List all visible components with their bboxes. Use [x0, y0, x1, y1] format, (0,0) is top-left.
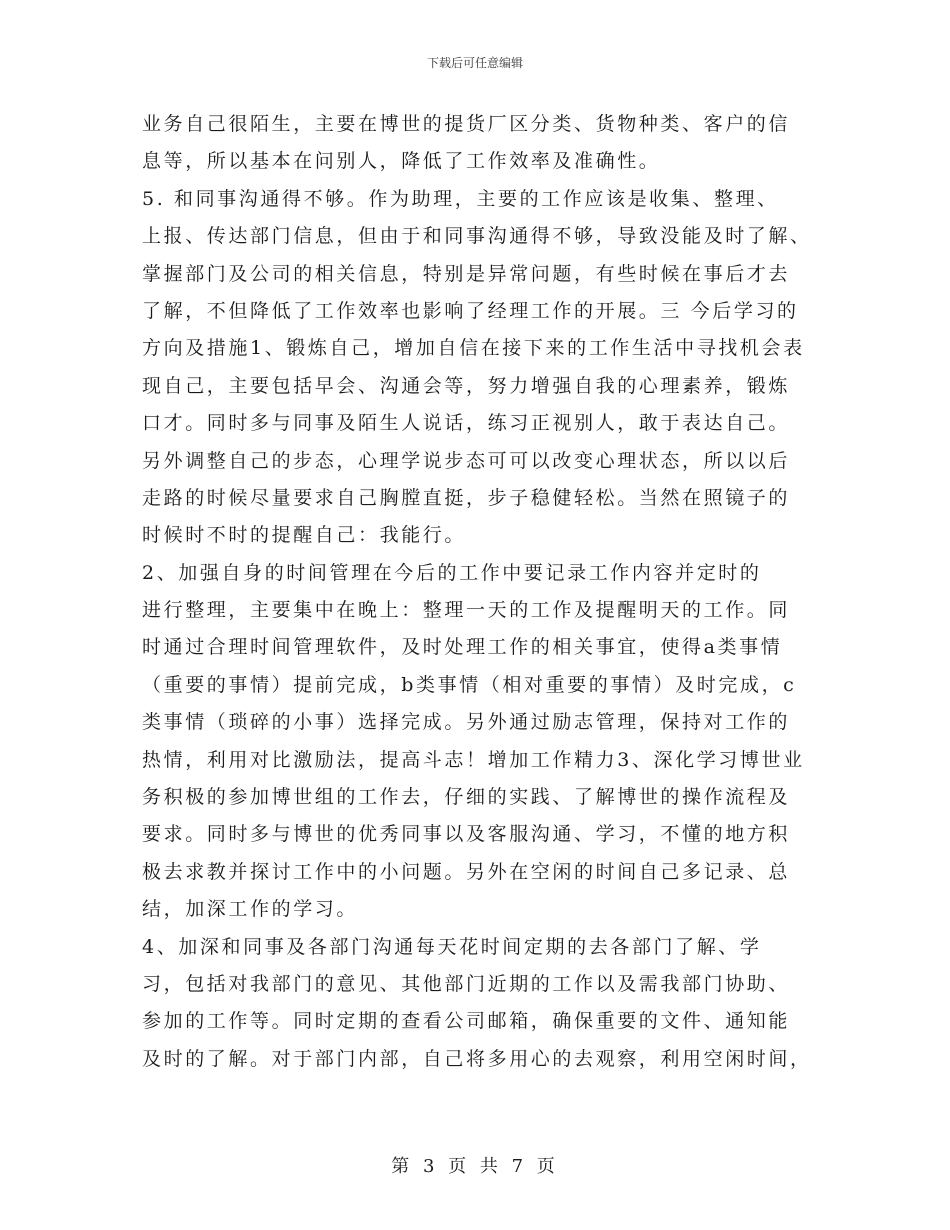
text-line: 务积极的参加博世组的工作去，仔细的实践、了解博世的操作流程及: [142, 786, 791, 809]
text-line: 类事情（琐碎的小事）选择完成。另外通过励志管理，保持对工作的: [142, 711, 791, 734]
text-line: 及时的了解。对于部门内部，自己将多用心的去观察，利用空闲时间，: [142, 1047, 812, 1070]
text-line: 现自己，主要包括早会、沟通会等，努力增强自我的心理素养，锻炼: [142, 374, 791, 397]
text-line: 习，包括对我部门的意见、其他部门近期的工作以及需我部门协助、: [142, 972, 791, 995]
text-line: 上报、传达部门信息，但由于和同事沟通得不够，导致没能及时了解、: [142, 225, 812, 248]
text-line: 参加的工作等。同时定期的查看公司邮箱，确保重要的文件、通知能: [142, 1010, 791, 1033]
text-line: 进行整理，主要集中在晚上：整理一天的工作及提醒明天的工作。同: [142, 599, 791, 622]
text-line: 了解，不但降低了工作效率也影响了经理工作的开展。三 今后学习的: [142, 299, 799, 322]
text-line: 掌握部门及公司的相关信息，特别是异常问题，有些时候在事后才去: [142, 262, 791, 285]
text-line: 结，加深工作的学习。: [142, 898, 359, 921]
text-line: 走路的时候尽量要求自己胸膛直挺，步子稳健轻松。当然在照镜子的: [142, 486, 791, 509]
page-header: 下载后可任意编辑: [426, 56, 523, 70]
text-line: 口才。同时多与同事及陌生人说话，练习正视别人，敢于表达自己。: [142, 412, 791, 435]
text-line: 要求。同时多与博世的优秀同事以及客服沟通、学习，不懂的地方积: [142, 823, 791, 846]
text-line: （重要的事情）提前完成，b类事情（相对重要的事情）及时完成，c: [142, 673, 797, 696]
text-line: 方向及措施1、锻炼自己，增加自信在接下来的工作生活中寻找机会表: [142, 337, 805, 360]
text-line: 4、加深和同事及各部门沟通每天花时间定期的去各部门了解、学: [142, 935, 762, 958]
text-line: 时候时不时的提醒自己：我能行。: [142, 524, 467, 547]
text-line: 业务自己很陌生，主要在博世的提货厂区分类、货物种类、客户的信: [142, 113, 791, 135]
text-line: 5. 和同事沟通得不够。作为助理，主要的工作应该是收集、整理、: [142, 187, 779, 210]
text-line: 热情，利用对比激励法，提高斗志！增加工作精力3、深化学习博世业: [142, 748, 805, 771]
text-line: 时通过合理时间管理软件，及时处理工作的相关事宜，使得a类事情: [142, 636, 783, 659]
text-line: 息等，所以基本在问别人，降低了工作效率及准确性。: [142, 150, 661, 173]
text-line: 极去求教并探讨工作中的小问题。另外在空闲的时间自己多记录、总: [142, 860, 791, 883]
page-footer: 第 3 页 共 7 页: [391, 1156, 559, 1177]
document-body: [142, 106, 822, 1078]
text-line: 另外调整自己的步态，心理学说步态可可以改变心理状态，所以以后: [142, 449, 791, 472]
text-line: 2、加强自身的时间管理在今后的工作中要记录工作内容并定时的: [142, 561, 762, 584]
